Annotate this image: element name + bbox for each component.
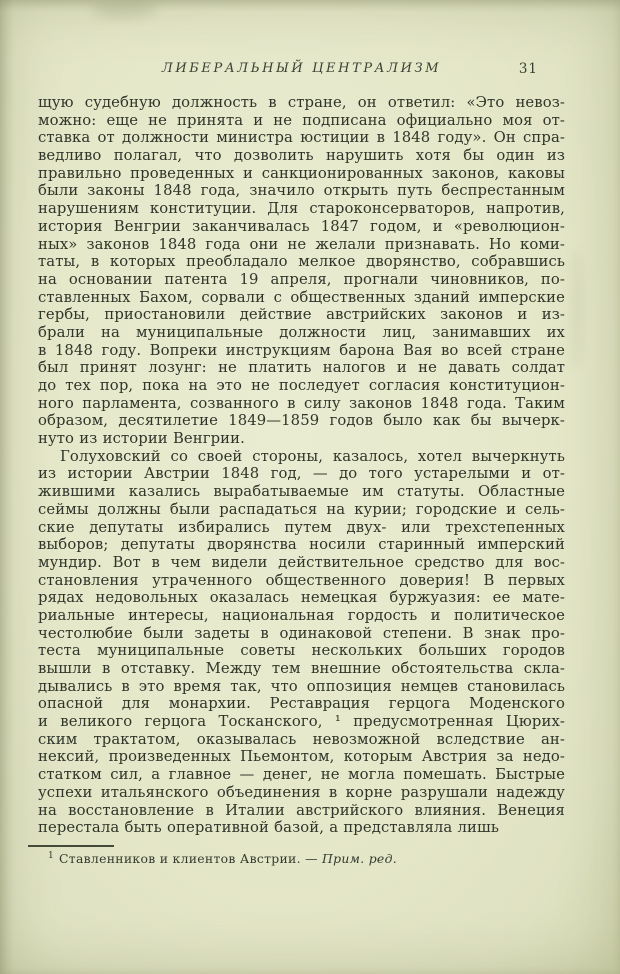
text-line: риальные интересы, национальная гордость и политическое — [38, 606, 565, 624]
text-line: ские депутаты избирались путем двух- или трехстепенных — [38, 518, 565, 536]
text-line: ставка от должности министра юстиции в 1848 году». Он спра- — [38, 129, 565, 147]
text-line: история Венгрии заканчивалась 1847 годом, и «революцион- — [38, 217, 565, 235]
text-line: были законы 1848 года, значило открыть путь беспрестанным — [38, 182, 565, 200]
text-line: Голуховский со своей стороны, казалось, хотел вычеркнуть — [60, 447, 565, 465]
text-line: становления утраченного общественного доверия! В первых — [38, 571, 565, 589]
text-line: на восстановление в Италии австрийского влияния. Венеция — [38, 801, 565, 819]
text-line: нексий, произведенных Пьемонтом, которым Австрия за недо- — [38, 748, 565, 766]
footnote-rule — [28, 845, 114, 847]
text-line: мундир. Вот в чем видели действительное средство для вос- — [38, 553, 565, 571]
text-line: нуто из истории Венгрии. — [38, 430, 245, 448]
text-line: успехи итальянского объединения в корне разрушали надежду — [38, 783, 565, 801]
text-line: жившими казались вырабатываемые им статуты. Областные — [38, 483, 565, 501]
text-line: щую судебную должность в стране, он ответил: «Это невоз- — [38, 94, 565, 111]
text-line: ставленных Бахом, сорвали с общественных зданий имперские — [38, 288, 565, 306]
text-line: из истории Австрии 1848 год, — до того устарелыми и от- — [38, 465, 565, 483]
text-line: ных» законов 1848 года они не желали признавать. Но коми- — [38, 235, 565, 253]
text-line: и великого герцога Тосканского, ¹ предусмотренная Цюрих- — [38, 713, 565, 731]
text-line: таты, в которых преобладало мелкое дворянство, собравшись — [38, 253, 565, 271]
text-line: гербы, приостановили действие австрийских законов и из- — [38, 306, 565, 324]
scan-edge-shadow-left — [0, 0, 14, 974]
text-line: сеймы должны были распадаться на курии; городские и сель- — [38, 500, 565, 518]
text-line: на основании патента 19 апреля, прогнали чиновников, по- — [38, 270, 565, 288]
text-line: теста муниципальные советы нескольких больших городов — [38, 642, 565, 660]
text-line: брали на муниципальные должности лиц, занимавших их — [38, 323, 565, 341]
footnote-marker: 1 — [48, 850, 55, 861]
text-line: был принят лозунг: не платить налогов и не давать солдат — [38, 359, 565, 377]
text-line: вышли в отставку. Между тем внешние обстоятельства скла- — [38, 660, 565, 677]
text-line: правильно проведенных и санкционированных законов, каковы — [38, 164, 565, 182]
text-line: в 1848 году. Вопреки инструкциям барона Вая во всей стране — [38, 341, 565, 359]
text-line: до тех пор, пока на это не последует согласия конституцион- — [38, 377, 565, 394]
body-text — [38, 94, 565, 837]
footnote-text: Ставленников и клиентов Австрии. — — [59, 851, 323, 866]
text-line: можно: еще не принята и не подписана официально моя от- — [38, 111, 565, 129]
text-line: ведливо полагал, что дозволить нарушить хотя бы один из — [38, 147, 565, 165]
text-line: честолюбие были задеты в одинаковой степени. В знак про- — [38, 624, 565, 642]
text-line: опасной для монархии. Реставрация герцога Моденского — [38, 695, 565, 713]
page-number: 31 — [518, 61, 538, 77]
running-head-title: ЛИБЕРАЛЬНЫЙ ЦЕНТРАЛИЗМ — [161, 61, 442, 76]
text-line: ским трактатом, оказывалась невозможной вследствие ан- — [38, 730, 565, 748]
text-line: образом, десятилетие 1849—1859 годов было как бы вычерк- — [38, 412, 565, 430]
text-line: статком сил, а главное — денег, не могла помешать. Быстрые — [38, 766, 565, 784]
text-line: дывались в это время так, что оппозиция немцев становилась — [38, 677, 565, 695]
text-line: выборов; депутаты дворянства носили старинный имперский — [38, 536, 565, 554]
text-line: ного парламента, созванного в силу законов 1848 года. Таким — [38, 394, 565, 412]
scan-smudge — [572, 250, 582, 370]
text-line: нарушениям конституции. Для староконсерваторов, напротив, — [38, 200, 565, 218]
scan-edge-shadow-top — [0, 0, 620, 12]
footnote — [48, 851, 548, 867]
text-line: рядах недовольных оказалась немецкая буржуазия: ее мате- — [38, 589, 565, 607]
footnote-source: Прим. ред. — [322, 851, 397, 866]
text-line: перестала быть оперативной базой, а представляла лишь — [38, 819, 499, 837]
